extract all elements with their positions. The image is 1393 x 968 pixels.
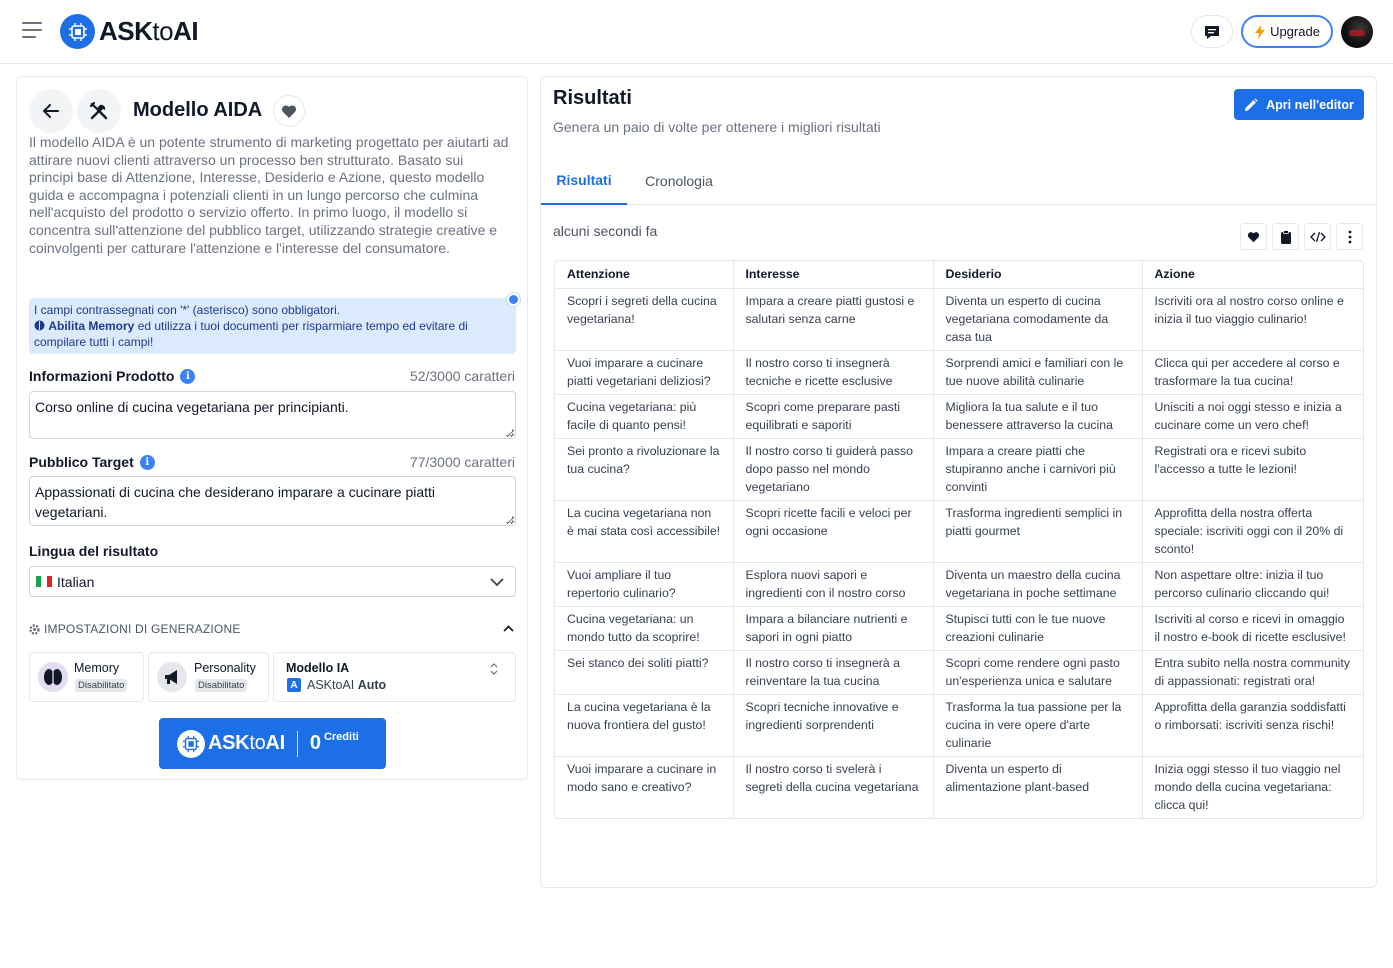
back-button[interactable]: [29, 89, 73, 133]
more-options-button[interactable]: [1336, 223, 1363, 250]
table-row: [555, 606, 1364, 650]
product-info-input[interactable]: [29, 391, 516, 439]
table-cell: La cucina vegetariana è la nuova frontiera del gusto!: [555, 694, 733, 756]
target-audience-label-text: Pubblico Target: [29, 454, 134, 470]
table-cell: Scopri come preparare pasti equilibrati e saporiti: [733, 394, 933, 438]
ai-model-select[interactable]: [273, 652, 516, 702]
product-info-label-text: Informazioni Prodotto: [29, 368, 175, 384]
aida-results-table: [555, 261, 1364, 818]
favorite-button[interactable]: [273, 95, 305, 127]
code-icon: [1310, 231, 1326, 243]
column-header: Azione: [1142, 261, 1364, 288]
product-info-label: [29, 368, 195, 384]
table-row: [555, 394, 1364, 438]
table-cell: Entra subito nella nostra community di appassionati: registrati ora!: [1142, 650, 1364, 694]
model-name: ASKtoAI: [307, 678, 355, 692]
target-char-count: 77/3000 caratteri: [409, 454, 515, 470]
table-header-row: [555, 261, 1364, 288]
result-timestamp: alcuni secondi fa: [553, 223, 658, 239]
target-audience-input[interactable]: [29, 476, 516, 526]
info-notice: [29, 298, 516, 354]
memory-notice-text: ed utilizza i tuoi documenti per risparmiare tempo ed evitare di compilare tutti i campi!: [34, 319, 468, 349]
results-table-container: [554, 260, 1364, 819]
brain-icon: [38, 662, 68, 692]
table-row: [555, 438, 1364, 500]
megaphone-icon: [157, 662, 187, 692]
table-cell: Impara a creare piatti che stupiranno anche i carnivori più convinti: [933, 438, 1142, 500]
table-cell: Migliora la tua salute e il tuo benessere attraverso la cucina: [933, 394, 1142, 438]
table-cell: Vuoi ampliare il tuo repertorio culinario?: [555, 562, 733, 606]
results-tabs: [541, 157, 1376, 205]
table-cell: Non aspettare oltre: inizia il tuo percorso culinario cliccando qui!: [1142, 562, 1364, 606]
table-row: [555, 694, 1364, 756]
table-cell: Scopri ricette facili e veloci per ogni occasione: [733, 500, 933, 562]
italy-flag-icon: [36, 576, 52, 587]
table-cell: Diventa un esperto di alimentazione plant-based: [933, 756, 1142, 818]
table-cell: Impara a bilanciare nutrienti e sapori in ogni piatto: [733, 606, 933, 650]
table-row: [555, 650, 1364, 694]
ai-model-label: Modello IA: [286, 661, 350, 675]
table-cell: Approfitta della garanzia soddisfatti o rimborsati: iscriviti senza rischi!: [1142, 694, 1364, 756]
upgrade-button[interactable]: [1241, 15, 1333, 48]
cta-brand: ASKtoAI: [208, 732, 285, 754]
model-logo-icon: A: [287, 678, 301, 692]
memory-status: Disabilitato: [75, 679, 127, 692]
table-cell: Impara a creare piatti gustosi e salutari senza carne: [733, 288, 933, 350]
memory-card[interactable]: [29, 652, 144, 702]
code-view-button[interactable]: [1304, 223, 1331, 250]
table-cell: Vuoi imparare a cucinare piatti vegetariani deliziosi?: [555, 350, 733, 394]
table-cell: Diventa un esperto di cucina vegetariana comodamente da casa tua: [933, 288, 1142, 350]
language-select[interactable]: [29, 566, 516, 597]
sort-chevrons-icon: [490, 663, 498, 675]
results-title: Risultati: [553, 87, 632, 109]
table-cell: Sorprendi amici e familiari con le tue nuove abilità culinarie: [933, 350, 1142, 394]
target-audience-label: [29, 454, 155, 470]
menu-icon[interactable]: [22, 22, 42, 42]
arrow-left-icon: [41, 101, 61, 121]
brain-icon: [34, 320, 45, 331]
column-header: Interesse: [733, 261, 933, 288]
product-info-value: Corso online di cucina vegetariana per principianti.: [35, 399, 349, 415]
column-header: Attenzione: [555, 261, 733, 288]
table-row: [555, 350, 1364, 394]
resize-handle[interactable]: [506, 516, 513, 523]
table-row: [555, 288, 1364, 350]
resize-handle[interactable]: [506, 429, 513, 436]
table-cell: Trasforma la tua passione per la cucina in vere opere d'arte culinarie: [933, 694, 1142, 756]
table-cell: Il nostro corso ti guiderà passo dopo passo nel mondo vegetariano: [733, 438, 933, 500]
table-cell: Cucina vegetariana: un mondo tutto da scoprire!: [555, 606, 733, 650]
chat-button[interactable]: [1191, 15, 1233, 48]
table-cell: Scopri come rendere ogni pasto un'esperienza unica e salutare: [933, 650, 1142, 694]
generation-settings-toggle[interactable]: [29, 621, 516, 637]
column-header: Desiderio: [933, 261, 1142, 288]
results-subtitle: Genera un paio di volte per ottenere i migliori risultati: [553, 119, 881, 135]
table-cell: Il nostro corso ti insegnerà tecniche e ricette esclusive: [733, 350, 933, 394]
table-cell: Inizia oggi stesso il tuo viaggio nel mondo della cucina vegetariana: clicca qui!: [1154, 761, 1341, 812]
table-cell: La cucina vegetariana non è mai stata così accessibile!: [555, 500, 733, 562]
logo-chip-icon: [60, 14, 95, 49]
table-cell: Trasforma ingredienti semplici in piatti gourmet: [933, 500, 1142, 562]
table-cell: Cucina vegetariana: più facile di quanto pensi!: [555, 394, 733, 438]
table-row: [555, 500, 1364, 562]
tab-results[interactable]: Risultati: [541, 157, 627, 205]
language-label: Lingua del risultato: [29, 543, 159, 559]
brand-name: ASKtoAI: [99, 16, 199, 46]
clipboard-icon: [1280, 230, 1292, 244]
table-cell: Clicca qui per accedere al corso e trasformare la tua cucina!: [1142, 350, 1364, 394]
table-cell: Vuoi imparare a cucinare in modo sano e creativo?: [555, 756, 733, 818]
logo-chip-icon: [177, 730, 205, 758]
credits-label: Crediti: [323, 730, 359, 743]
personality-card[interactable]: [148, 652, 269, 702]
table-cell: Approfitta della nostra offerta speciale: iscriviti oggi con il 20% di sconto!: [1142, 500, 1364, 562]
table-cell: Stupisci tutti con le tue nuove creazioni culinarie: [933, 606, 1142, 650]
model-mode: Auto: [357, 678, 387, 692]
tools-icon: [77, 89, 121, 133]
table-cell: Unisciti a noi oggi stesso e inizia a cucinare come un vero chef!: [1142, 394, 1364, 438]
table-row: [555, 756, 1364, 818]
table-cell: Scopri i segreti della cucina vegetariana!: [555, 288, 733, 350]
table-cell: Scopri tecniche innovative e ingredienti sorprendenti: [733, 694, 933, 756]
credits-value: 0: [309, 732, 321, 754]
enable-memory-link[interactable]: Abilita Memory: [48, 319, 135, 333]
info-icon[interactable]: i: [180, 369, 195, 384]
results-panel: [540, 76, 1377, 888]
generation-settings-label: IMPOSTAZIONI DI GENERAZIONE: [44, 622, 241, 636]
generate-button[interactable]: [159, 718, 386, 769]
user-avatar[interactable]: [1341, 16, 1373, 48]
product-char-count: 52/3000 caratteri: [409, 368, 515, 384]
personality-title: Personality: [194, 661, 256, 675]
table-cell: Sei pronto a rivoluzionare la tua cucina?: [555, 438, 733, 500]
table-cell: Esplora nuovi sapori e ingredienti con il nostro corso: [733, 562, 933, 606]
table-cell: Iscriviti ora al nostro corso online e inizia il tuo viaggio culinario!: [1142, 288, 1364, 350]
language-value: Italian: [57, 573, 95, 590]
favorite-result-button[interactable]: [1240, 223, 1267, 250]
more-vertical-icon: [1348, 230, 1352, 244]
open-in-editor-label: Apri nell'editor: [1266, 97, 1354, 112]
table-cell: Sei stanco dei soliti piatti?: [555, 650, 733, 694]
table-cell: Iscriviti al corso e ricevi in omaggio il nostro e-book di ricette esclusive!: [1142, 606, 1364, 650]
top-header: [0, 0, 1393, 64]
notification-dot: [507, 293, 520, 306]
chevron-down-icon: [490, 578, 504, 587]
table-cell: Il nostro corso ti svelerà i segreti della cucina vegetariana: [733, 756, 933, 818]
tool-description: Il modello AIDA è un potente strumento di marketing progettato per aiutarti ad attirare nuovi clienti attraverso un processo ben strutturato. Basato sui principi base di Attenzione, Interesse, Desiderio e Azione, questo modello guida e accompagna i potenziali clienti in un lungo percorso che culmina nell'acquisto del prodotto o servizio offerto. In primo luogo, il modello si concentra sull'attenzione del pubblico target, utilizzando strategie creative e coinvolgenti per catturare l'attenzione e l'interesse del consumatore.: [29, 134, 509, 256]
table-cell: Diventa un maestro della cucina vegetariana in poche settimane: [933, 562, 1142, 606]
gear-icon: [29, 624, 40, 635]
personality-status: Disabilitato: [195, 679, 247, 692]
required-notice: I campi contrassegnati con '*' (asterisco) sono obbligatori.: [34, 303, 341, 317]
lightning-icon: [1254, 25, 1266, 39]
tool-form-panel: [16, 76, 528, 780]
open-in-editor-button[interactable]: [1234, 89, 1364, 120]
memory-title: Memory: [74, 661, 120, 675]
app-logo[interactable]: [60, 14, 198, 49]
pencil-icon: [1244, 98, 1258, 112]
cta-logo: [177, 730, 285, 758]
upgrade-label: Upgrade: [1270, 24, 1320, 39]
cta-divider: [297, 731, 298, 757]
page-title: Modello AIDA: [133, 99, 263, 121]
heart-icon: [1247, 231, 1260, 243]
chevron-up-icon: [503, 625, 514, 632]
heart-icon: [281, 104, 297, 119]
memory-notice: [34, 318, 511, 350]
ai-model-value: [287, 678, 386, 692]
table-cell: Registrati ora e ricevi subito l'accesso a tutte le lezioni!: [1142, 438, 1364, 500]
chat-icon: [1203, 23, 1221, 41]
copy-button[interactable]: [1272, 223, 1299, 250]
info-icon[interactable]: i: [140, 455, 155, 470]
table-row: [555, 562, 1364, 606]
table-cell: Il nostro corso ti insegnerà a reinventare la tua cucina: [733, 650, 933, 694]
target-audience-value: Appassionati di cucina che desiderano imparare a cucinare piatti vegetariani.: [35, 484, 436, 520]
tab-history[interactable]: Cronologia: [645, 173, 713, 189]
